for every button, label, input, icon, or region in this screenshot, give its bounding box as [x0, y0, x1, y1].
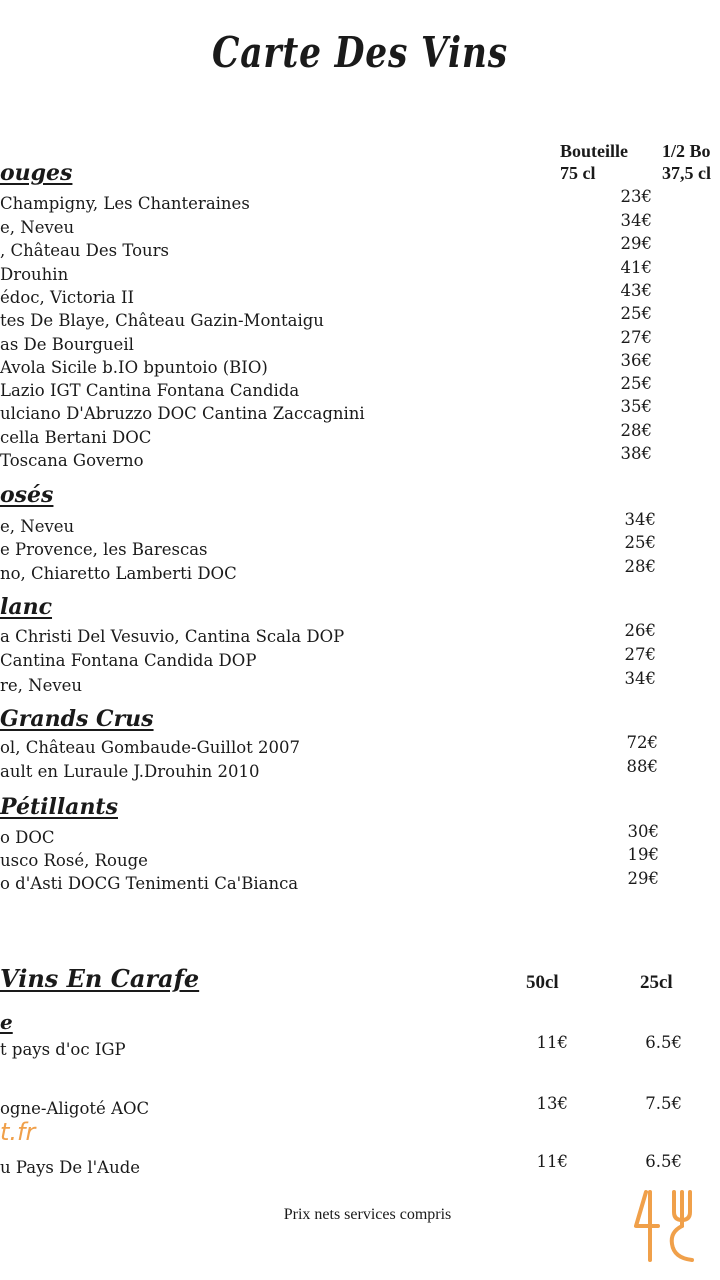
carafe-price-50cl: 13€	[536, 1094, 568, 1113]
column-header-demi-label: 1/2 Bo	[662, 141, 711, 161]
wine-price: 27€	[624, 645, 656, 664]
carafe-column-25cl: 25cl	[640, 972, 673, 993]
wine-name: Cantina Fontana Candida DOP	[0, 651, 257, 670]
carafe-wine-name: t pays d'oc IGP	[0, 1040, 126, 1059]
wine-price: 27€	[620, 328, 652, 347]
wine-price: 41€	[620, 258, 652, 277]
wine-name: e, Neveu	[0, 218, 75, 237]
section-title-rouges: ouges	[0, 160, 73, 186]
wine-name: as De Bourgueil	[0, 335, 134, 354]
carafe-column-50cl: 50cl	[526, 972, 559, 993]
carafe-price-25cl: 6.5€	[645, 1033, 682, 1052]
column-header-bouteille-volume: 75 cl	[560, 163, 596, 183]
carafe-wine-name: u Pays De l'Aude	[0, 1158, 141, 1177]
wine-price: 36€	[620, 351, 652, 370]
wine-price: 34€	[624, 669, 656, 688]
carafe-price-50cl: 11€	[536, 1152, 568, 1171]
restaurant-logo-icon	[630, 1186, 700, 1270]
wine-name: Lazio IGT Cantina Fontana Candida	[0, 381, 300, 400]
carafe-wine-name: ogne-Aligoté AOC	[0, 1099, 150, 1118]
section-title-vins-en-carafe: Vins En Carafe	[0, 964, 200, 993]
wine-price: 29€	[620, 234, 652, 253]
wine-name: e Provence, les Barescas	[0, 540, 208, 559]
wine-price: 35€	[620, 397, 652, 416]
wine-name: Avola Sicile b.IO bpuntoio (BIO)	[0, 358, 268, 377]
wine-name: a Christi Del Vesuvio, Cantina Scala DOP	[0, 627, 345, 646]
column-header-demi-bouteille	[662, 140, 711, 184]
wine-price: 26€	[624, 621, 656, 640]
wine-name: usco Rosé, Rouge	[0, 851, 148, 870]
wine-price: 23€	[620, 187, 652, 206]
wine-price: 38€	[620, 444, 652, 463]
wine-price: 43€	[620, 281, 652, 300]
section-title-petillants: Pétillants	[0, 794, 118, 820]
wine-name: , Château Des Tours	[0, 241, 170, 260]
wine-price: 19€	[627, 845, 659, 864]
wine-name: Drouhin	[0, 265, 69, 284]
column-header-demi-volume: 37,5 cl	[662, 163, 711, 183]
section-title-roses: osés	[0, 482, 54, 508]
wine-name: ulciano D'Abruzzo DOC Cantina Zaccagnini	[0, 404, 365, 423]
wine-price: 29€	[627, 869, 659, 888]
watermark-text: t.fr	[0, 1118, 36, 1146]
wine-name: Toscana Governo	[0, 451, 144, 470]
section-title-blanc: lanc	[0, 594, 53, 620]
wine-price: 25€	[620, 304, 652, 323]
wine-name: no, Chiaretto Lamberti DOC	[0, 564, 237, 583]
footnote: Prix nets services compris	[283, 1206, 452, 1223]
wine-name: o DOC	[0, 828, 55, 847]
wine-name: e, Neveu	[0, 517, 75, 536]
section-title-grands-crus: Grands Crus	[0, 706, 154, 732]
carafe-group-label: e	[0, 1010, 13, 1034]
wine-name: cella Bertani DOC	[0, 428, 152, 447]
wine-price: 88€	[626, 757, 658, 776]
wine-name: tes De Blaye, Château Gazin-Montaigu	[0, 311, 324, 330]
carafe-price-25cl: 7.5€	[645, 1094, 682, 1113]
wine-name: o d'Asti DOCG Tenimenti Ca'Bianca	[0, 874, 299, 893]
wine-name: ol, Château Gombaude-Guillot 2007	[0, 738, 301, 757]
wine-name: édoc, Victoria II	[0, 288, 134, 307]
wine-price: 30€	[627, 822, 659, 841]
wine-price: 34€	[624, 510, 656, 529]
carafe-price-25cl: 6.5€	[645, 1152, 682, 1171]
wine-price: 72€	[626, 733, 658, 752]
column-header-bouteille-label: Bouteille	[560, 141, 628, 161]
wine-price: 28€	[620, 421, 652, 440]
column-header-bouteille	[560, 140, 628, 184]
wine-name: re, Neveu	[0, 676, 83, 695]
wine-price: 25€	[620, 374, 652, 393]
wine-name: Champigny, Les Chanteraines	[0, 194, 250, 213]
page-title: Carte Des Vins	[212, 28, 508, 77]
wine-price: 28€	[624, 557, 656, 576]
wine-price: 25€	[624, 533, 656, 552]
wine-price: 34€	[620, 211, 652, 230]
wine-name: ault en Luraule J.Drouhin 2010	[0, 762, 260, 781]
carafe-price-50cl: 11€	[536, 1033, 568, 1052]
